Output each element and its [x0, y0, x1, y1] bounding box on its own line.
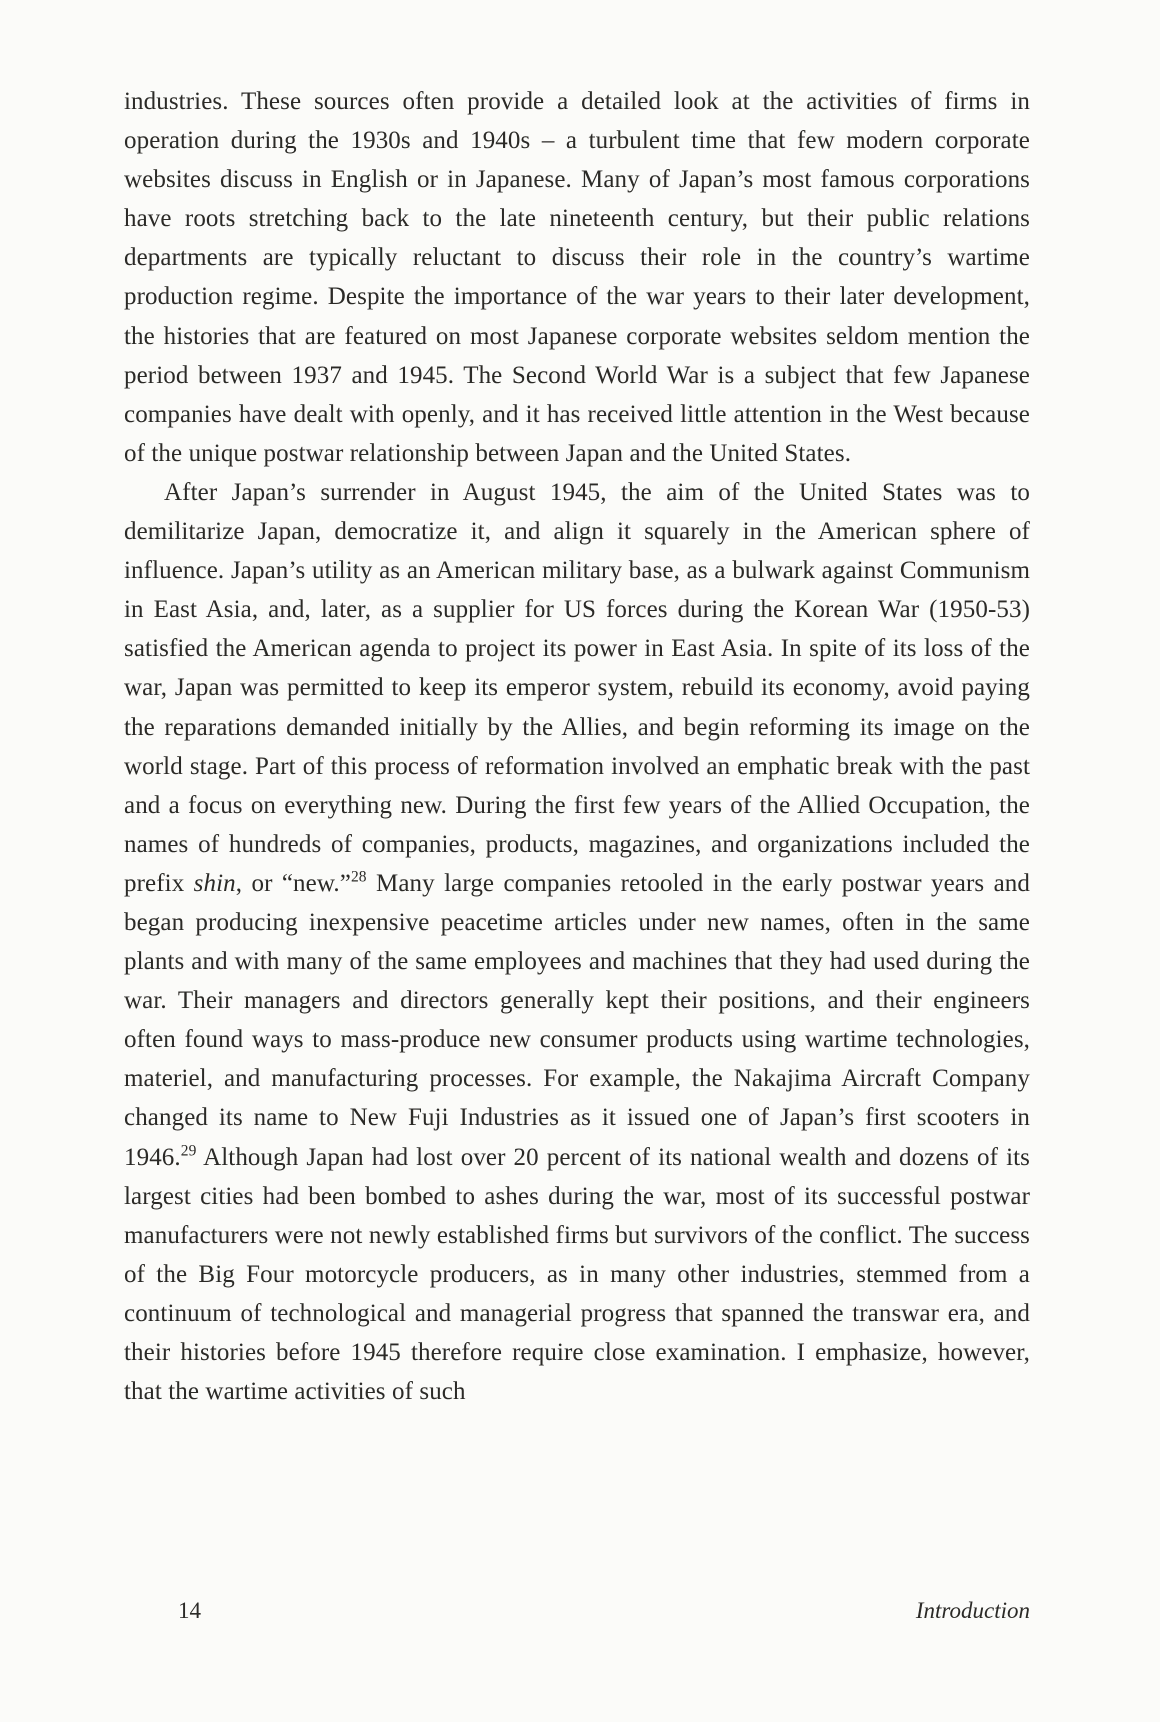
- footnote-reference: 28: [350, 868, 367, 886]
- text-run: After Japan’s surrender in August 1945, the aim of the United States was to demilitarize Japan, democratize it, and align it squarely in the American sphere of influence. Japan’s utility as an American military base, as a bulwark against Communism in East Asia, and, later, as a supplier for US forces during the Korean War (1950-53) satisfied the American agenda to project its power in East Asia. In spite of its loss of the war, Japan was permitted to keep its emperor system, rebuild its economy, avoid paying the reparations demanded initially by the Allies, and begin reforming its image on the world stage. Part of this process of reformation involved an emphatic break with the past and a focus on everything new. During the first few years of the Allied Occupation, the names of hundreds of companies, products, magazines, and organizations included the prefix: [124, 478, 1030, 897]
- text-run: Many large companies retooled in the early postwar years and began producing inexpensive peacetime articles under new names, often in the same plants and with many of the same employees and machines that they had used during the war. Their managers and directors generally kept their positions, and their engineers often found ways to mass-produce new consumer products using wartime technologies, materiel, and manufacturing processes. For example, the Nakajima Aircraft Company changed its name to New Fuji Industries as it issued one of Japan’s first scooters in 1946.: [124, 869, 1030, 1171]
- italic-term: shin: [193, 869, 236, 897]
- page-footer: [124, 1596, 1030, 1626]
- footnote-reference: 29: [180, 1142, 197, 1160]
- text-run: Although Japan had lost over 20 percent of its national wealth and dozens of its largest cities had been bombed to ashes during the war, most of its successful postwar manufacturers were not newly established firms but survivors of the conflict. The success of the Big Four motorcycle producers, as in many other industries, stemmed from a continuum of technological and managerial progress that spanned the transwar era, and their histories before 1945 therefore require close examination. I emphasize, however, that the wartime activities of such: [124, 1143, 1030, 1406]
- text-run: , or “new.”: [235, 869, 351, 897]
- text-run: industries. These sources often provide a detailed look at the activities of firms in operation during the 1930s and 1940s – a turbulent time that few modern corporate websites discuss in English or in Japanese. Many of Japan’s most famous corporations have roots stretching back to the late nineteenth century, but their public relations departments are typically reluctant to discuss their role in the country’s wartime production regime. Despite the importance of the war years to their later development, the histories that are featured on most Japanese corporate websites seldom mention the period between 1937 and 1945. The Second World War is a subject that few Japanese companies have dealt with openly, and it has received little attention in the West because of the unique postwar relationship between Japan and the United States.: [124, 88, 1030, 467]
- page-number: 14: [178, 1598, 201, 1623]
- body-text: [124, 82, 1030, 1411]
- running-title: Introduction: [915, 1598, 1030, 1623]
- paragraph: [124, 473, 1030, 1411]
- paragraph: [124, 82, 1030, 473]
